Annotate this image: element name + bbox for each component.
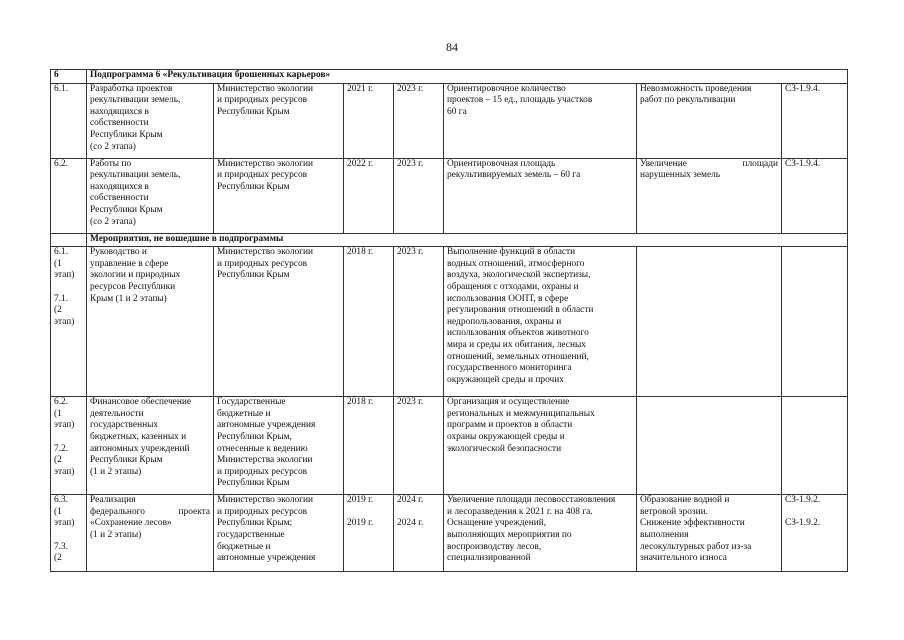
- executor-text: Министерство экологии и природных ресурсов Республики Крым; государственные бюджетные и автономные учреждения: [217, 495, 316, 564]
- program-table: [50, 69, 848, 572]
- consequence: [637, 397, 782, 495]
- executor: Министерство экологии и природных ресурсов Республики Крым: [214, 158, 344, 233]
- executor: Государственные бюджетные и автономные учреждения Республики Крым, отнесенные к ведению Министерства экологии и природных ресурсов Республики Крым: [214, 397, 344, 495]
- consequence-text: Образование водной и ветровой эрозии. Снижение эффективности выполнения лесокультурных работ из-за значительного износа: [640, 495, 752, 564]
- subprogram-6-header-row: [51, 70, 848, 84]
- row-number: 6.2.: [51, 158, 87, 233]
- row-number: 6.1.: [51, 83, 87, 158]
- consequence: Невозможность проведения работ по рекультивации: [637, 83, 782, 158]
- indicator-link: СЗ-1.9.4.: [782, 158, 848, 233]
- indicator-link: [782, 397, 848, 495]
- consequence-line: нарушенных земель: [640, 170, 721, 181]
- start-year: 2018 г.: [344, 397, 394, 495]
- measure-name: Разработка проектов рекультивации земель, находящихся в собственности Республики Крым (со 2 этапа): [87, 83, 214, 158]
- indicator-link: [782, 247, 848, 397]
- measure-name-text: [90, 495, 210, 570]
- table-row: [51, 247, 848, 397]
- table-row: [51, 158, 848, 233]
- measure-name-line: федерального проекта: [90, 506, 210, 517]
- start-year: [344, 495, 394, 572]
- start-year: 2018 г.: [344, 247, 394, 397]
- row-number: 6.2. (1 этап) 7.2. (2 этап): [51, 397, 87, 495]
- measure-name: Финансовое обеспечение деятельности государственных бюджетных, казенных и автономных учреждений Республики Крым (1 и 2 этапы): [87, 397, 214, 495]
- consequence: [637, 247, 782, 397]
- table-row: [51, 397, 848, 495]
- table-row: [51, 495, 848, 572]
- consequence: [637, 158, 782, 233]
- other-measures-title: Мероприятия, не вошедшие в подпрограммы: [87, 233, 848, 247]
- consequence: [637, 495, 782, 572]
- end-year: 2023 г.: [394, 83, 444, 158]
- indicator-link: [782, 495, 848, 572]
- empty-cell: [51, 233, 87, 247]
- end-year: 2023 г.: [394, 158, 444, 233]
- subprogram-title: Подпрограмма 6 «Рекультивация брошенных карьеров»: [87, 70, 848, 84]
- expected-result: Организация и осуществление региональных и межмуниципальных программ и проектов в области охраны окружающей среды и экологической безопасности: [444, 397, 637, 495]
- expected-result: [444, 495, 637, 572]
- indicator-link: СЗ-1.9.4.: [782, 83, 848, 158]
- end-year: [394, 495, 444, 572]
- start-year: 2022 г.: [344, 158, 394, 233]
- measure-name: Работы по рекультивации земель, находящихся в собственности Республики Крым (со 2 этапа): [87, 158, 214, 233]
- end-year: 2023 г.: [394, 247, 444, 397]
- end-year-text: 2024 г. 2024 г.: [397, 495, 424, 529]
- row-number: 6.1. (1 этап) 7.1. (2 этап): [51, 247, 87, 397]
- subprogram-number: 6: [51, 70, 87, 84]
- executor: Министерство экологии и природных ресурсов Республики Крым: [214, 247, 344, 397]
- consequence-line: Увеличение площади: [640, 158, 778, 169]
- expected-result: Ориентировочное количество проектов – 15 ед., площадь участков 60 га: [444, 83, 637, 158]
- indicator-link-text: СЗ-1.9.2. СЗ-1.9.2.: [785, 495, 821, 529]
- executor: [214, 495, 344, 572]
- end-year: 2023 г.: [394, 397, 444, 495]
- other-measures-header-row: [51, 233, 848, 247]
- start-year-text: 2019 г. 2019 г.: [347, 495, 374, 529]
- measure-name: Руководство и управление в сфере экологии и природных ресурсов Республики Крым (1 и 2 этапы): [87, 247, 214, 397]
- table-row: [51, 83, 848, 158]
- page-number: 84: [446, 40, 458, 54]
- row-number-text: 6.3. (1 этап) 7.3. (2: [54, 495, 75, 564]
- measure-name-line: «Сохранение лесов» (1 и 2 этапы): [90, 518, 172, 540]
- row-number: [51, 495, 87, 572]
- expected-result: Ориентировочная площадь рекультивируемых земель – 60 га: [444, 158, 637, 233]
- measure-name-line: Реализация: [90, 495, 136, 506]
- expected-result: Выполнение функций в области водных отношений, атмосферного воздуха, экологической экспертизы, обращения с отходами, охраны и использования ООПТ, в сфере регулирования отношений в области недропользования, охраны и использования объектов животного мира и среды их обитания, лесных отношений, земельных отношений, государственного мониторинга окружающей среды и прочих: [444, 247, 637, 397]
- start-year: 2021 г.: [344, 83, 394, 158]
- executor: Министерство экологии и природных ресурсов Республики Крым: [214, 83, 344, 158]
- expected-result-text: Увеличение площади лесовосстановления и лесоразведения к 2021 г. на 408 га. Оснащение учреждений, выполняющих мероприятия по воспроизводству лесов, специализированной: [447, 495, 616, 564]
- measure-name: [87, 495, 214, 572]
